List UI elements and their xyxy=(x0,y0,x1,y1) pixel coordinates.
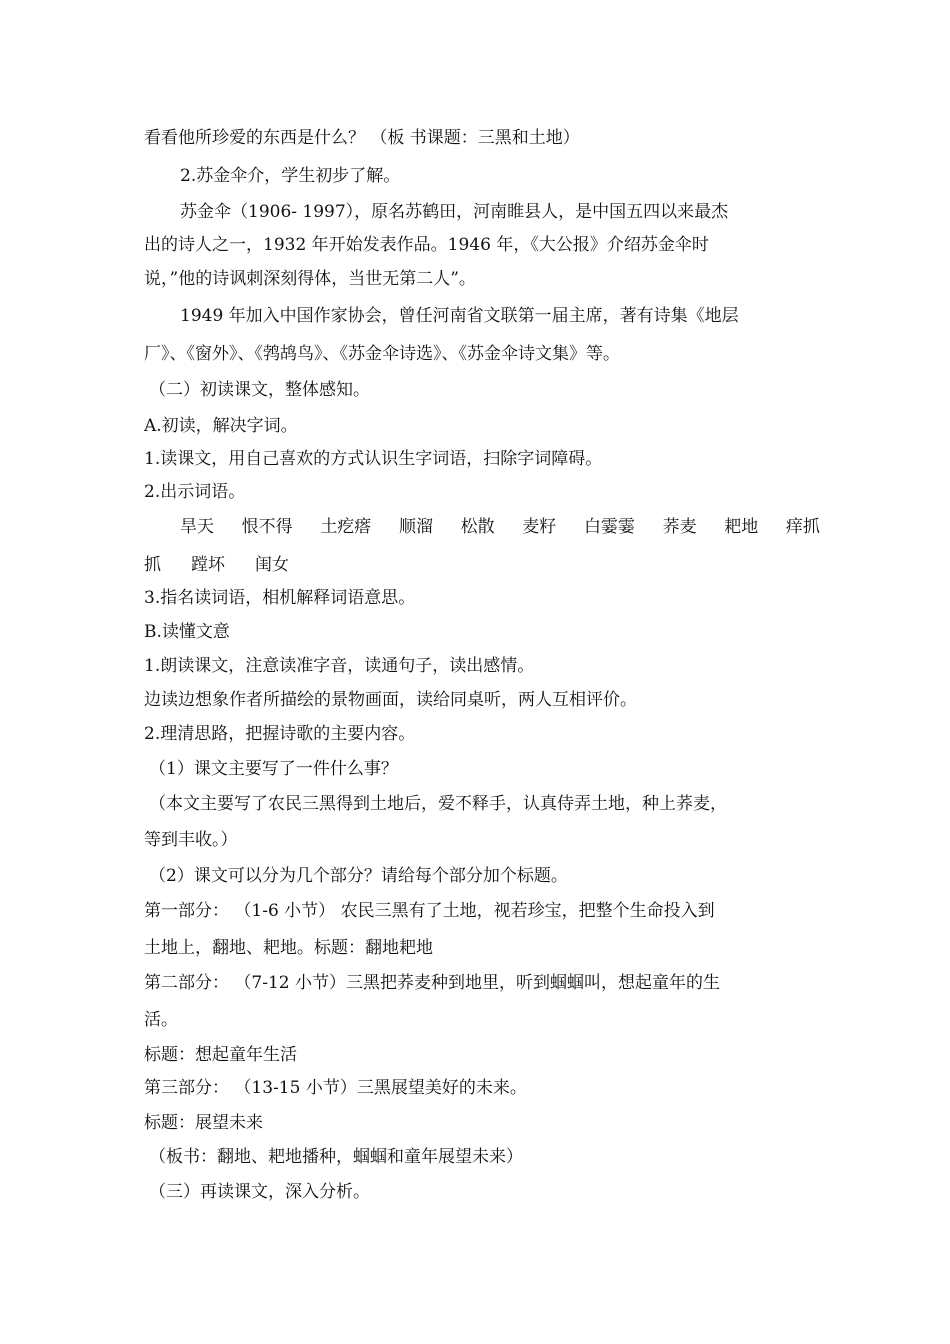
text-line: 等到丰收。） xyxy=(144,830,238,850)
text-line: （1）课文主要写了一件什么事？ xyxy=(149,759,398,779)
vocab-word: 痒抓 xyxy=(785,517,820,537)
vocab-word: 麦籽 xyxy=(522,517,557,537)
vocab-word: 土疙瘩 xyxy=(320,517,372,537)
text-line: 2.苏金伞介，学生初步了解。 xyxy=(180,166,401,186)
section-heading: （三）再读课文，深入分析。 xyxy=(149,1182,370,1202)
text-line: 第一部分： （1-6 小节） 农民三黑有了土地，视若珍宝，把整个生命投入到 xyxy=(144,901,715,921)
text-line: 标题：展望未来 xyxy=(144,1113,263,1133)
text-line: B.读懂文意 xyxy=(144,622,230,642)
section-heading: （二）初读课文，整体感知。 xyxy=(149,380,370,400)
vocab-word: 耙地 xyxy=(724,517,759,537)
vocab-word: 荞麦 xyxy=(662,517,697,537)
text-line: A.初读，解决字词。 xyxy=(144,416,298,436)
text-line: 2.出示词语。 xyxy=(144,482,246,502)
vocab-word: 松散 xyxy=(460,517,495,537)
text-line: （板书：翻地、耙地播种，蝈蝈和童年展望未来） xyxy=(149,1147,523,1167)
text-line: （2）课文可以分为几个部分？请给每个部分加个标题。 xyxy=(149,866,568,886)
text-line: 边读边想象作者所描绘的景物画面，读给同桌听，两人互相评价。 xyxy=(144,690,637,710)
text-line: 苏金伞（1906- 1997），原名苏鹤田，河南睢县人，是中国五四以来最杰 xyxy=(180,202,729,222)
vocab-word: 抓 xyxy=(144,555,161,575)
text-line: 2.理清思路，把握诗歌的主要内容。 xyxy=(144,724,416,744)
text-line: 1.读课文，用自己喜欢的方式认识生字词语，扫除字词障碍。 xyxy=(144,449,603,469)
vocab-row-2 xyxy=(144,550,289,575)
vocab-word: 恨不得 xyxy=(241,517,293,537)
vocab-word: 白霎霎 xyxy=(583,517,635,537)
text-line: 厂》、《窗外》、《鹁鸪鸟》、《苏金伞诗选》、《苏金伞诗文集》等。 xyxy=(144,344,620,364)
vocab-word: 闺女 xyxy=(255,555,289,575)
text-line: 标题：想起童年生活 xyxy=(144,1045,297,1065)
vocab-row-1 xyxy=(180,512,820,537)
text-line: 出的诗人之一，1932 年开始发表作品。1946 年，《大公报》介绍苏金伞时 xyxy=(144,235,709,255)
text-line: 1.朗读课文，注意读准字音，读通句子，读出感情。 xyxy=(144,656,535,676)
text-line: 看看他所珍爱的东西是什么？ （板 书课题：三黑和土地） xyxy=(144,128,580,148)
text-line: 1949 年加入中国作家协会，曾任河南省文联第一届主席，著有诗集《地层 xyxy=(180,306,739,326)
vocab-word: 蹚坏 xyxy=(191,555,225,575)
text-line: （本文主要写了农民三黑得到土地后，爱不释手，认真侍弄土地，种上荞麦， xyxy=(149,794,727,814)
text-line: 第三部分： （13-15 小节）三黑展望美好的未来。 xyxy=(144,1078,527,1098)
text-line: 活。 xyxy=(144,1010,178,1030)
vocab-word: 旱天 xyxy=(180,517,214,537)
text-line: 说，”他的诗讽刺深刻得体，当世无第二人”。 xyxy=(144,269,476,289)
text-line: 第二部分： （7-12 小节）三黑把荞麦种到地里，听到蝈蝈叫，想起童年的生 xyxy=(144,973,720,993)
text-line: 土地上，翻地、耙地。标题：翻地耙地 xyxy=(144,938,433,958)
text-line: 3.指名读词语，相机解释词语意思。 xyxy=(144,588,416,608)
vocab-word: 顺溜 xyxy=(398,517,433,537)
